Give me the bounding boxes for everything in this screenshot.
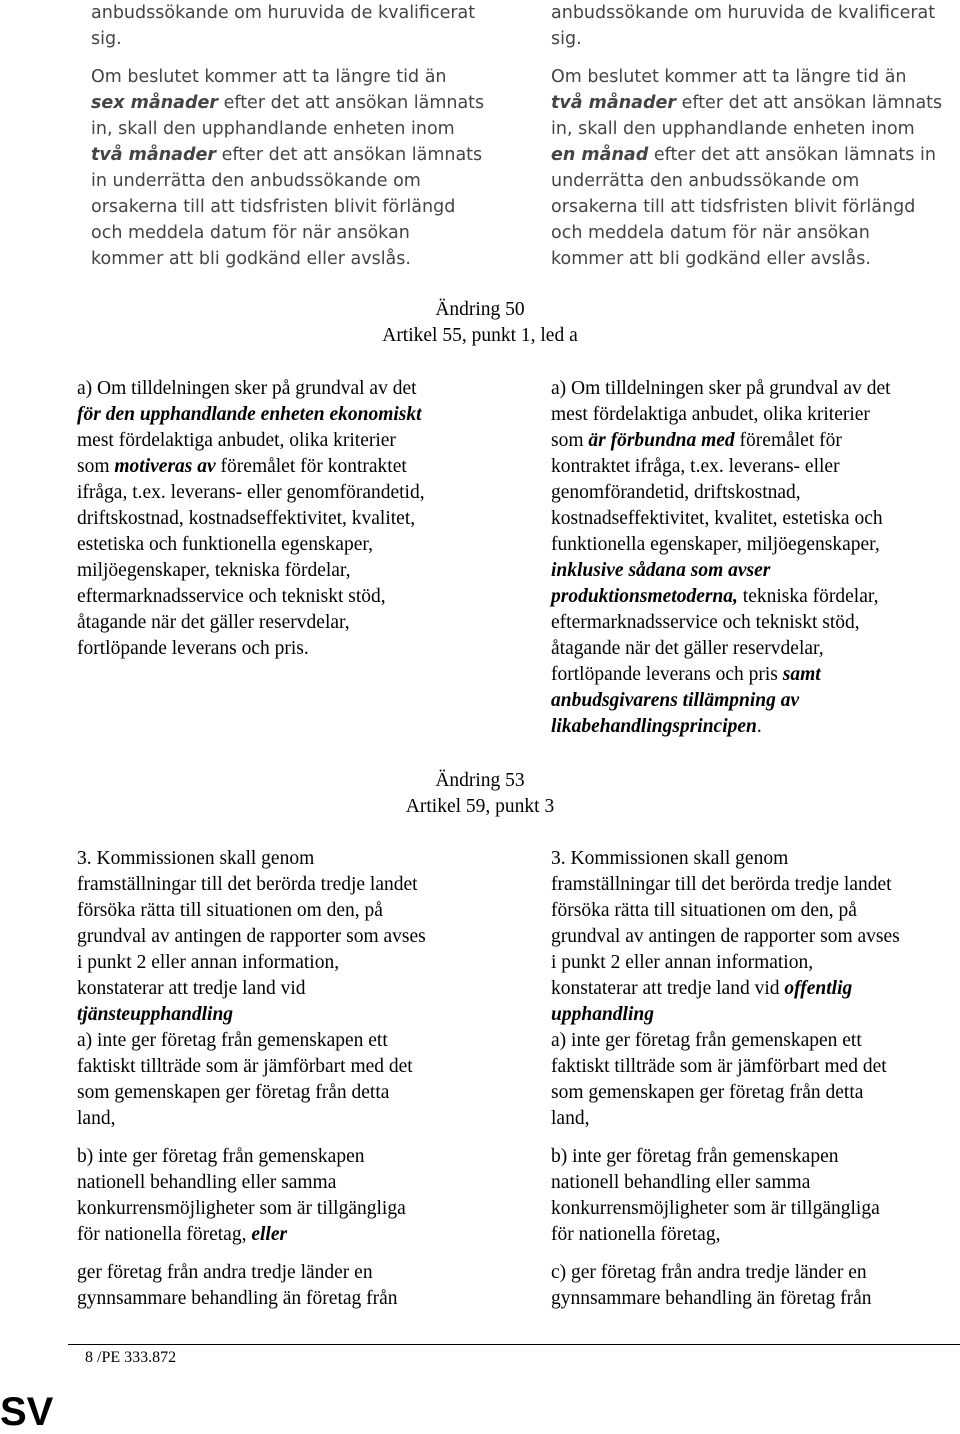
emphasized-text: samt anbudsgivarens tillämpning av likabehandlingsprincipen — [551, 664, 821, 737]
text-run: a) Om tilldelningen sker på grundval av det mest fördelaktiga anbudet, olika kriterier som — [551, 378, 891, 451]
top-right-column — [551, 0, 960, 272]
amendment-53-title: Ändring 53 — [435, 770, 525, 791]
text-run: efter det att ansökan lämnats in, skall den upphandlande enheten inom — [551, 93, 943, 139]
paragraph — [551, 1144, 960, 1248]
emphasized-text: eller — [251, 1224, 288, 1245]
text-run: a) Om tilldelningen sker på grundval av det — [77, 378, 417, 399]
emphasized-text: tjänsteupphandling — [77, 1004, 234, 1025]
text-run: . — [756, 716, 762, 737]
text-run: ger företag från andra tredje länder en gynnsammare behandling än företag från — [77, 1262, 398, 1309]
text-run: föremålet för kontraktet ifråga, t.ex. leverans- eller genomförandetid, driftskostnad, kostnadseffektivitet, kvalitet, estetiska och funktionella egenskaper, miljöegenskaper, — [551, 430, 883, 555]
text-run: b) inte ger företag från gemenskapen nationell behandling eller samma konkurrensmöjligheter som är tillgängliga för nationella företag, — [77, 1146, 406, 1245]
paragraph — [551, 64, 960, 272]
amendment-53-left-column — [77, 846, 497, 1312]
paragraph — [551, 1260, 960, 1312]
amendment-50-article: Artikel 55, punkt 1, led a — [382, 325, 578, 346]
text-run: 3. Kommissionen skall genom framställningar till det berörda tredje landet försöka rätta till situationen om den, på grundval av antingen de rapporter som avses i punkt 2 eller annan information, konstaterar att tredje land vid — [551, 848, 900, 999]
text-run: anbudssökande om huruvida de kvalificerat sig. — [91, 3, 476, 49]
text-run: c) ger företag från andra tredje länder en gynnsammare behandling än företag från — [551, 1262, 872, 1309]
text-run: tekniska fördelar, eftermarknadsservice och tekniskt stöd, åtagande när det gäller reservdelar, fortlöpande leverans och pris — [551, 586, 879, 685]
emphasized-text: inklusive sådana som avser produktionsmetoderna, — [551, 560, 771, 607]
paragraph — [551, 0, 960, 52]
emphasized-text: är förbundna med — [588, 430, 735, 451]
amendment-50-title: Ändring 50 — [435, 299, 525, 320]
text-run: Om beslutet kommer att ta längre tid än — [91, 67, 447, 87]
paragraph — [77, 376, 497, 662]
emphasized-text: två månader — [551, 93, 677, 113]
top-left-column — [91, 0, 497, 272]
footer-divider — [68, 1344, 960, 1345]
amendment-50-left-column — [77, 376, 497, 662]
language-code: SV — [0, 1390, 54, 1434]
emphasized-text: sex månader — [91, 93, 219, 113]
amendment-50-right-column — [551, 376, 960, 740]
emphasized-text: en månad — [551, 145, 649, 165]
text-run: efter det att ansökan lämnats in underrätta den anbudssökande om orsakerna till att tidsfristen blivit förlängd och meddela datum för när ansökan kommer att bli godkänd eller avslås. — [91, 145, 483, 269]
text-run: mest fördelaktiga anbudet, olika kriterier som — [77, 430, 396, 477]
paragraph — [77, 1260, 497, 1312]
amendment-53-article: Artikel 59, punkt 3 — [405, 796, 555, 817]
text-run: a) inte ger företag från gemenskapen ett faktiskt tillträde som är jämförbart med det som gemenskapen ger företag från detta land, — [77, 1030, 413, 1129]
text-run: Om beslutet kommer att ta längre tid än — [551, 67, 907, 87]
paragraph — [77, 1144, 497, 1248]
text-run: anbudssökande om huruvida de kvalificerat sig. — [551, 3, 936, 49]
emphasized-text: motiveras av — [114, 456, 216, 477]
text-run: föremålet för kontraktet ifråga, t.ex. leverans- eller genomförandetid, driftskostnad, kostnadseffektivitet, kvalitet, estetiska och funktionella egenskaper, miljöegenskaper, tekniska fördelar, eftermarknadsservice och tekniskt stöd, åtagande när det gäller reservdelar, fortlöpande leverans och pris. — [77, 456, 425, 659]
paragraph — [77, 846, 497, 1132]
paragraph — [91, 64, 497, 272]
emphasized-text: offentlig upphandling — [551, 978, 853, 1025]
text-run: 3. Kommissionen skall genom framställningar till det berörda tredje landet försöka rätta till situationen om den, på grundval av antingen de rapporter som avses i punkt 2 eller annan information, konstaterar att tredje land vid — [77, 848, 426, 999]
amendment-53-right-column — [551, 846, 960, 1312]
text-run: efter det att ansökan lämnats in, skall den upphandlande enheten inom — [91, 93, 485, 139]
paragraph — [91, 0, 497, 52]
emphasized-text: för den upphandlande enheten ekonomiskt — [77, 404, 422, 425]
emphasized-text: två månader — [91, 145, 217, 165]
paragraph — [551, 376, 960, 740]
text-run: a) inte ger företag från gemenskapen ett faktiskt tillträde som är jämförbart med det som gemenskapen ger företag från detta land, — [551, 1030, 887, 1129]
footer-page-reference: 8 /PE 333.872 — [85, 1349, 177, 1366]
text-run: efter det att ansökan lämnats in underrätta den anbudssökande om orsakerna till att tidsfristen blivit förlängd och meddela datum för när ansökan kommer att bli godkänd eller avslås. — [551, 145, 936, 269]
paragraph — [551, 846, 960, 1132]
text-run: b) inte ger företag från gemenskapen nationell behandling eller samma konkurrensmöjligheter som är tillgängliga för nationella företag, — [551, 1146, 880, 1245]
